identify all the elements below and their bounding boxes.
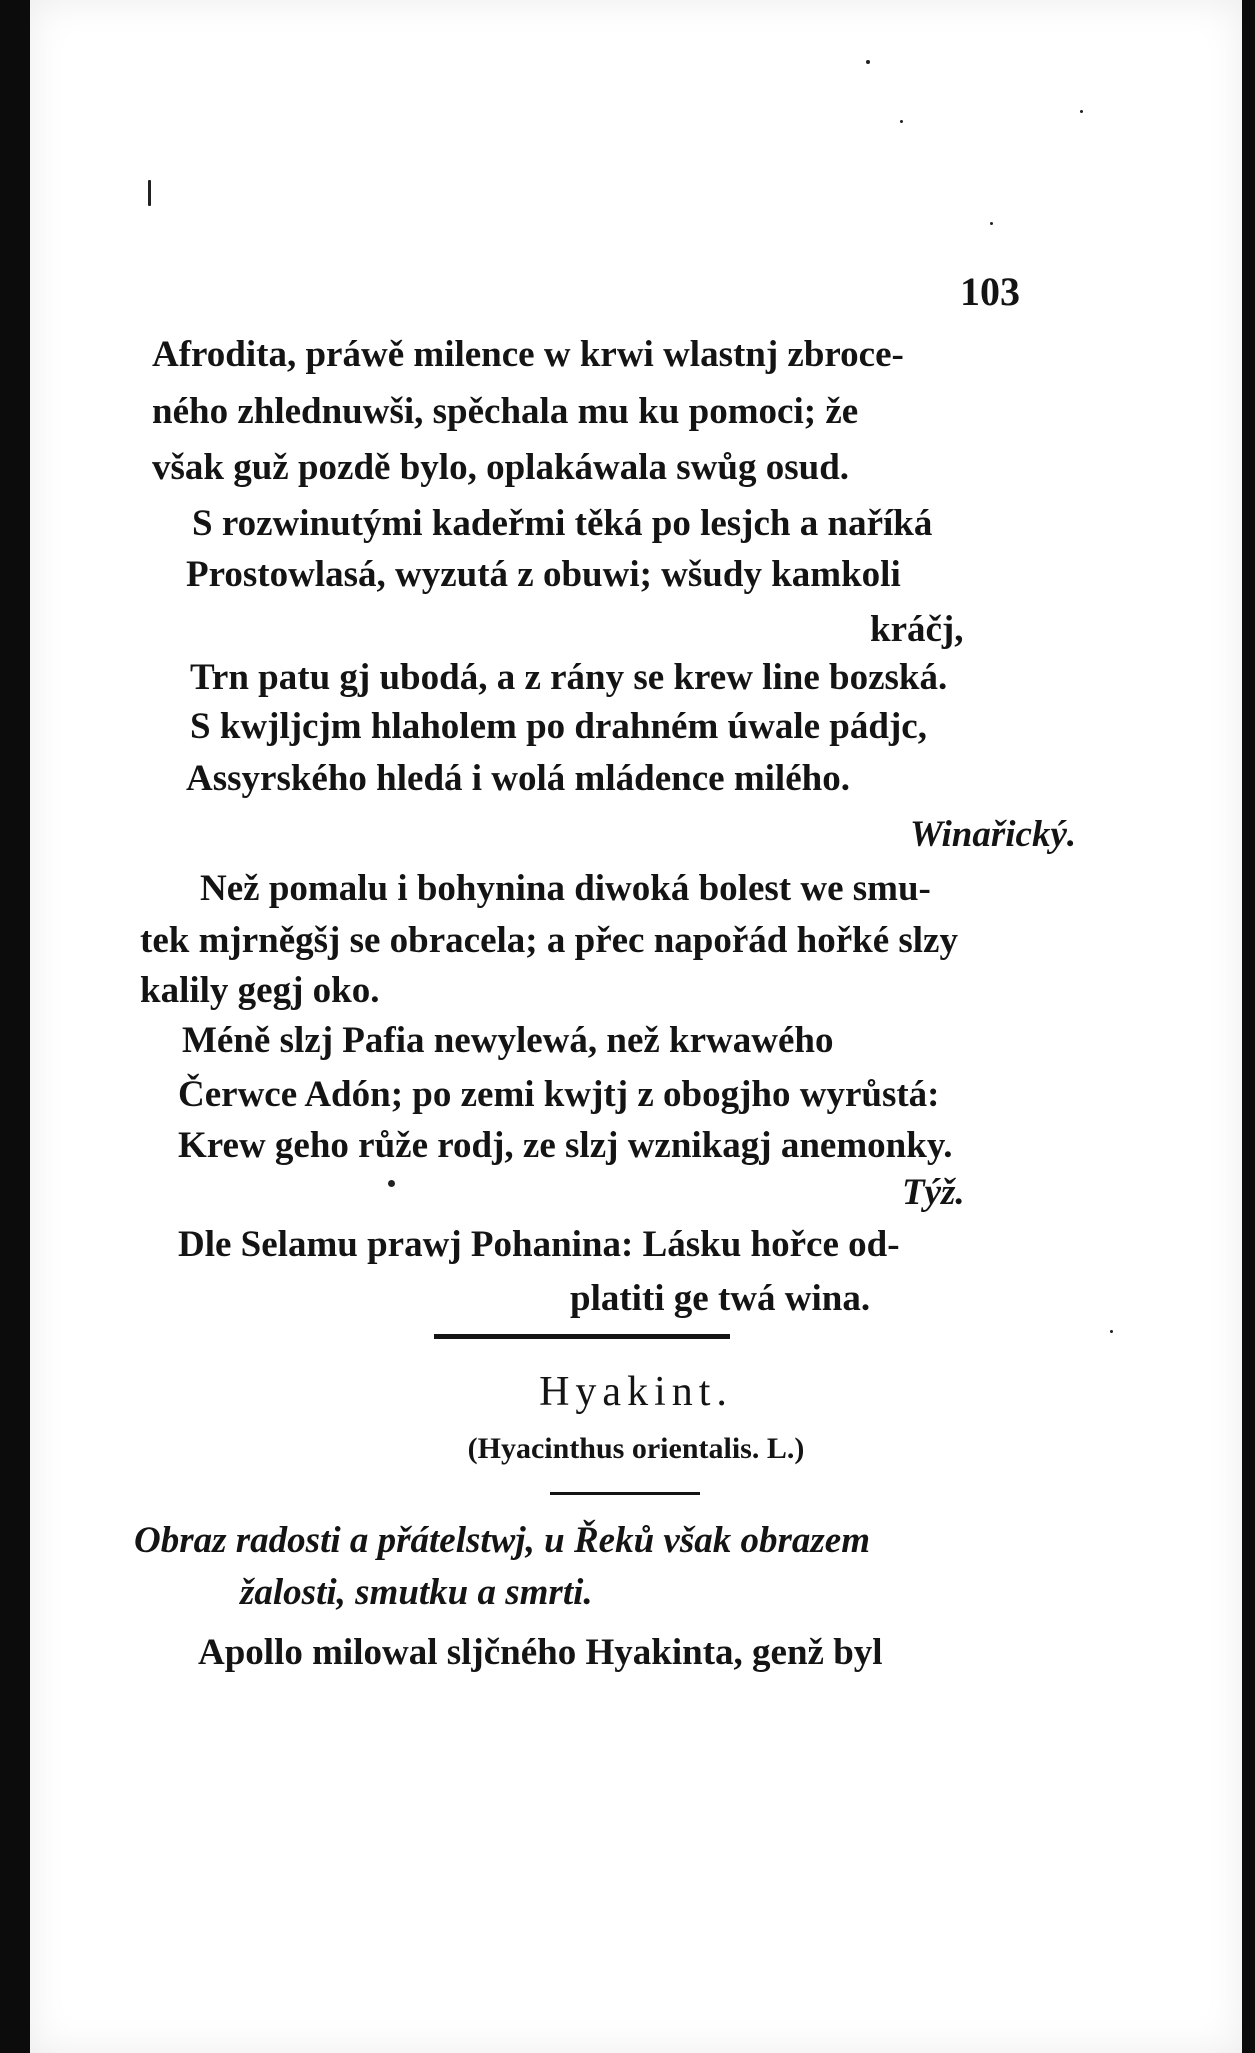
text-line-15: Čerwce Adón; po zemi kwjtj z obogjho wyrůstá: [178,1074,940,1115]
author-tyz: Týž. [902,1172,965,1213]
text-line-19: platiti ge twá wina. [570,1278,871,1319]
text-line-20: Obraz radosti a přátelstwj, u Řeků však obrazem [134,1520,870,1561]
text-line-12: tek mjrněgšj se obracela; a přec napořád hořké slzy [140,920,958,961]
text-line-1: Afrodita, práwě milence w krwi wlastnj zbroce- [152,334,904,375]
book-page [30,0,1242,2053]
text-line-11: Než pomalu i bohynina diwoká bolest we smu- [200,868,931,909]
text-line-2: ného zhlednuwši, spěchala mu ku pomoci; že [152,391,859,432]
page-number: 103 [960,269,1020,314]
text-line-18: Dle Selamu prawj Pohanina: Lásku hořce od- [178,1224,900,1265]
text-line-9: Assyrského hledá i wolá mládence milého. [186,758,850,799]
text-line-4: S rozwinutými kadeřmi těká po lesjch a naříká [192,503,933,544]
text-line-16: Krew geho růže rodj, ze slzj wznikagj anemonky. [178,1125,953,1166]
subtitle-divider [550,1492,700,1495]
section-subtitle: (Hyacinthus orientalis. L.) [467,1432,805,1465]
section-title: Hyakint. [539,1369,733,1415]
text-line-21: žalosti, smutku a smrti. [240,1572,593,1613]
text-line-22: Apollo milowal sljčného Hyakinta, genž byl [198,1632,883,1673]
text-line-14: Méně slzj Pafia newylewá, než krwawého [182,1020,834,1061]
text-line-13: kalily gegj oko. [140,970,380,1011]
text-line-8: S kwjljcjm hlaholem po drahném úwale pádjc, [190,706,927,747]
text-line-5: Prostowlasá, wyzutá z obuwi; wšudy kamkoli [186,554,901,595]
author-winaricky: Winařický. [910,814,1077,855]
section-divider [434,1334,730,1339]
text-line-7: Trn patu gj ubodá, a z rány se krew line bozská. [190,657,948,698]
text-line-6: kráčj, [870,609,964,650]
text-line-3: však guž pozdě bylo, oplakáwala swůg osud. [152,447,850,488]
